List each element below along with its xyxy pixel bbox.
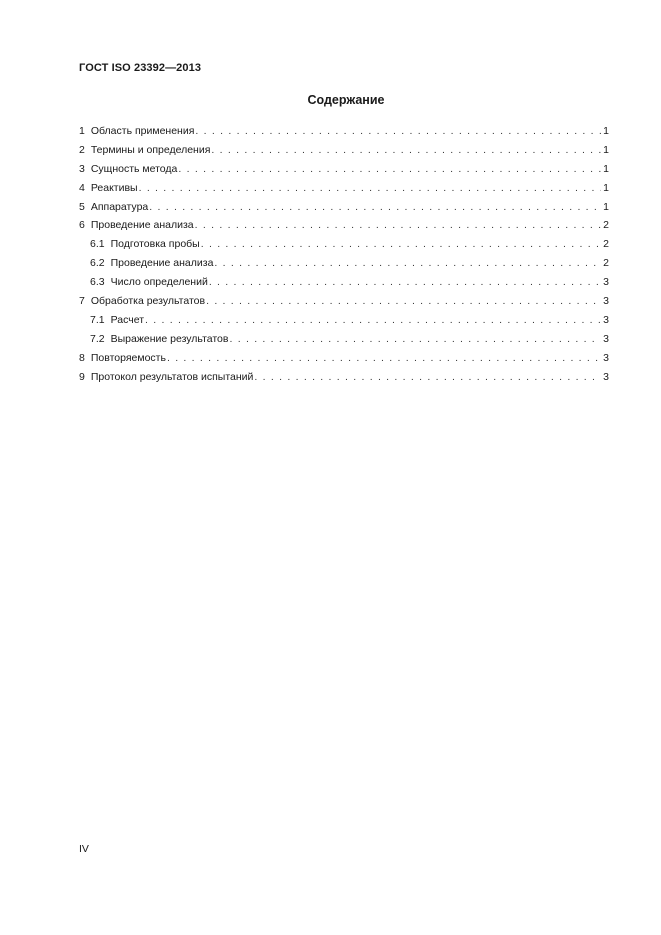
- toc-entry-label: Выражение результатов: [110, 332, 229, 345]
- toc-entry-page: 2: [603, 257, 609, 270]
- toc-entry-page: 2: [603, 219, 609, 232]
- toc-entry-page: 2: [603, 238, 609, 251]
- toc-dot-leader: [211, 143, 601, 157]
- toc-entry-label: Аппаратура: [90, 200, 149, 213]
- toc-entry-9[interactable]: [79, 370, 609, 389]
- toc-entry-label: Термины и определения: [90, 143, 211, 156]
- toc-dot-leader: [201, 237, 601, 251]
- toc-entry-label: Повторяемость: [90, 351, 166, 364]
- toc-entry-6-2[interactable]: [79, 256, 609, 275]
- toc-entry-label: Обработка результатов: [90, 295, 206, 308]
- toc-entry-number: 5: [79, 200, 85, 213]
- toc-dot-leader: [209, 275, 601, 289]
- standard-code-header: ГОСТ ISO 23392—2013: [79, 62, 202, 74]
- table-of-contents: [79, 124, 609, 388]
- toc-entry-number: 8: [79, 351, 85, 364]
- toc-entry-number: 6.2: [90, 257, 105, 270]
- toc-entry-7[interactable]: [79, 294, 609, 313]
- toc-dot-leader: [167, 351, 601, 365]
- toc-entry-label: Область применения: [90, 125, 195, 137]
- toc-entry-7-2[interactable]: [79, 332, 609, 351]
- toc-entry-5[interactable]: [79, 200, 609, 219]
- toc-entry-3[interactable]: [79, 162, 609, 181]
- toc-entry-number: 7.2: [90, 332, 105, 345]
- toc-entry-page: 3: [603, 276, 609, 289]
- toc-entry-page: 1: [603, 181, 609, 194]
- toc-entry-2[interactable]: [79, 143, 609, 162]
- toc-entry-label: Расчет: [110, 313, 145, 326]
- toc-entry-label: Проведение анализа: [110, 257, 214, 270]
- toc-entry-7-1[interactable]: [79, 313, 609, 332]
- toc-entry-number: 9: [79, 370, 85, 383]
- toc-entry-label: Проведение анализа: [90, 219, 194, 232]
- toc-entry-page: 3: [603, 370, 609, 383]
- toc-entry-label: Реактивы: [90, 181, 138, 194]
- toc-entry-number: 6.1: [90, 238, 105, 251]
- toc-title: Содержание: [307, 93, 385, 107]
- toc-entry-page: 3: [603, 332, 609, 345]
- toc-entry-label: Сущность метода: [90, 162, 178, 175]
- toc-dot-leader: [206, 294, 601, 308]
- toc-dot-leader: [178, 162, 601, 176]
- toc-entry-4[interactable]: [79, 181, 609, 200]
- toc-entry-1[interactable]: [79, 124, 609, 143]
- toc-entry-label: Протокол результатов испытаний: [90, 370, 254, 383]
- toc-dot-leader: [149, 200, 601, 214]
- toc-entry-page: 3: [603, 313, 609, 326]
- toc-entry-number: 2: [79, 143, 85, 156]
- toc-entry-number: 3: [79, 162, 85, 175]
- toc-entry-number: 7: [79, 295, 85, 308]
- toc-entry-8[interactable]: [79, 351, 609, 370]
- page-number: IV: [79, 843, 89, 855]
- toc-entry-page: 1: [603, 200, 609, 213]
- toc-entry-6-1[interactable]: [79, 237, 609, 256]
- toc-entry-page: 1: [603, 162, 609, 175]
- toc-entry-page: 3: [603, 351, 609, 364]
- toc-entry-label: Число определений: [110, 276, 208, 289]
- toc-entry-6[interactable]: [79, 218, 609, 237]
- toc-entry-number: 6.3: [90, 276, 105, 289]
- toc-dot-leader: [229, 332, 601, 346]
- toc-entry-number: 6: [79, 219, 85, 232]
- toc-dot-leader: [195, 124, 601, 138]
- toc-entry-label: Подготовка пробы: [110, 238, 200, 251]
- toc-entry-page: 1: [603, 125, 609, 137]
- toc-dot-leader: [254, 370, 601, 384]
- toc-entry-number: 7.1: [90, 313, 105, 326]
- toc-entry-6-3[interactable]: [79, 275, 609, 294]
- toc-dot-leader: [214, 256, 601, 270]
- toc-entry-number: 1: [79, 125, 85, 137]
- toc-entry-number: 4: [79, 181, 85, 194]
- toc-entry-page: 1: [603, 143, 609, 156]
- toc-entry-page: 3: [603, 295, 609, 308]
- toc-dot-leader: [145, 313, 601, 327]
- toc-dot-leader: [139, 181, 602, 195]
- toc-dot-leader: [195, 218, 602, 232]
